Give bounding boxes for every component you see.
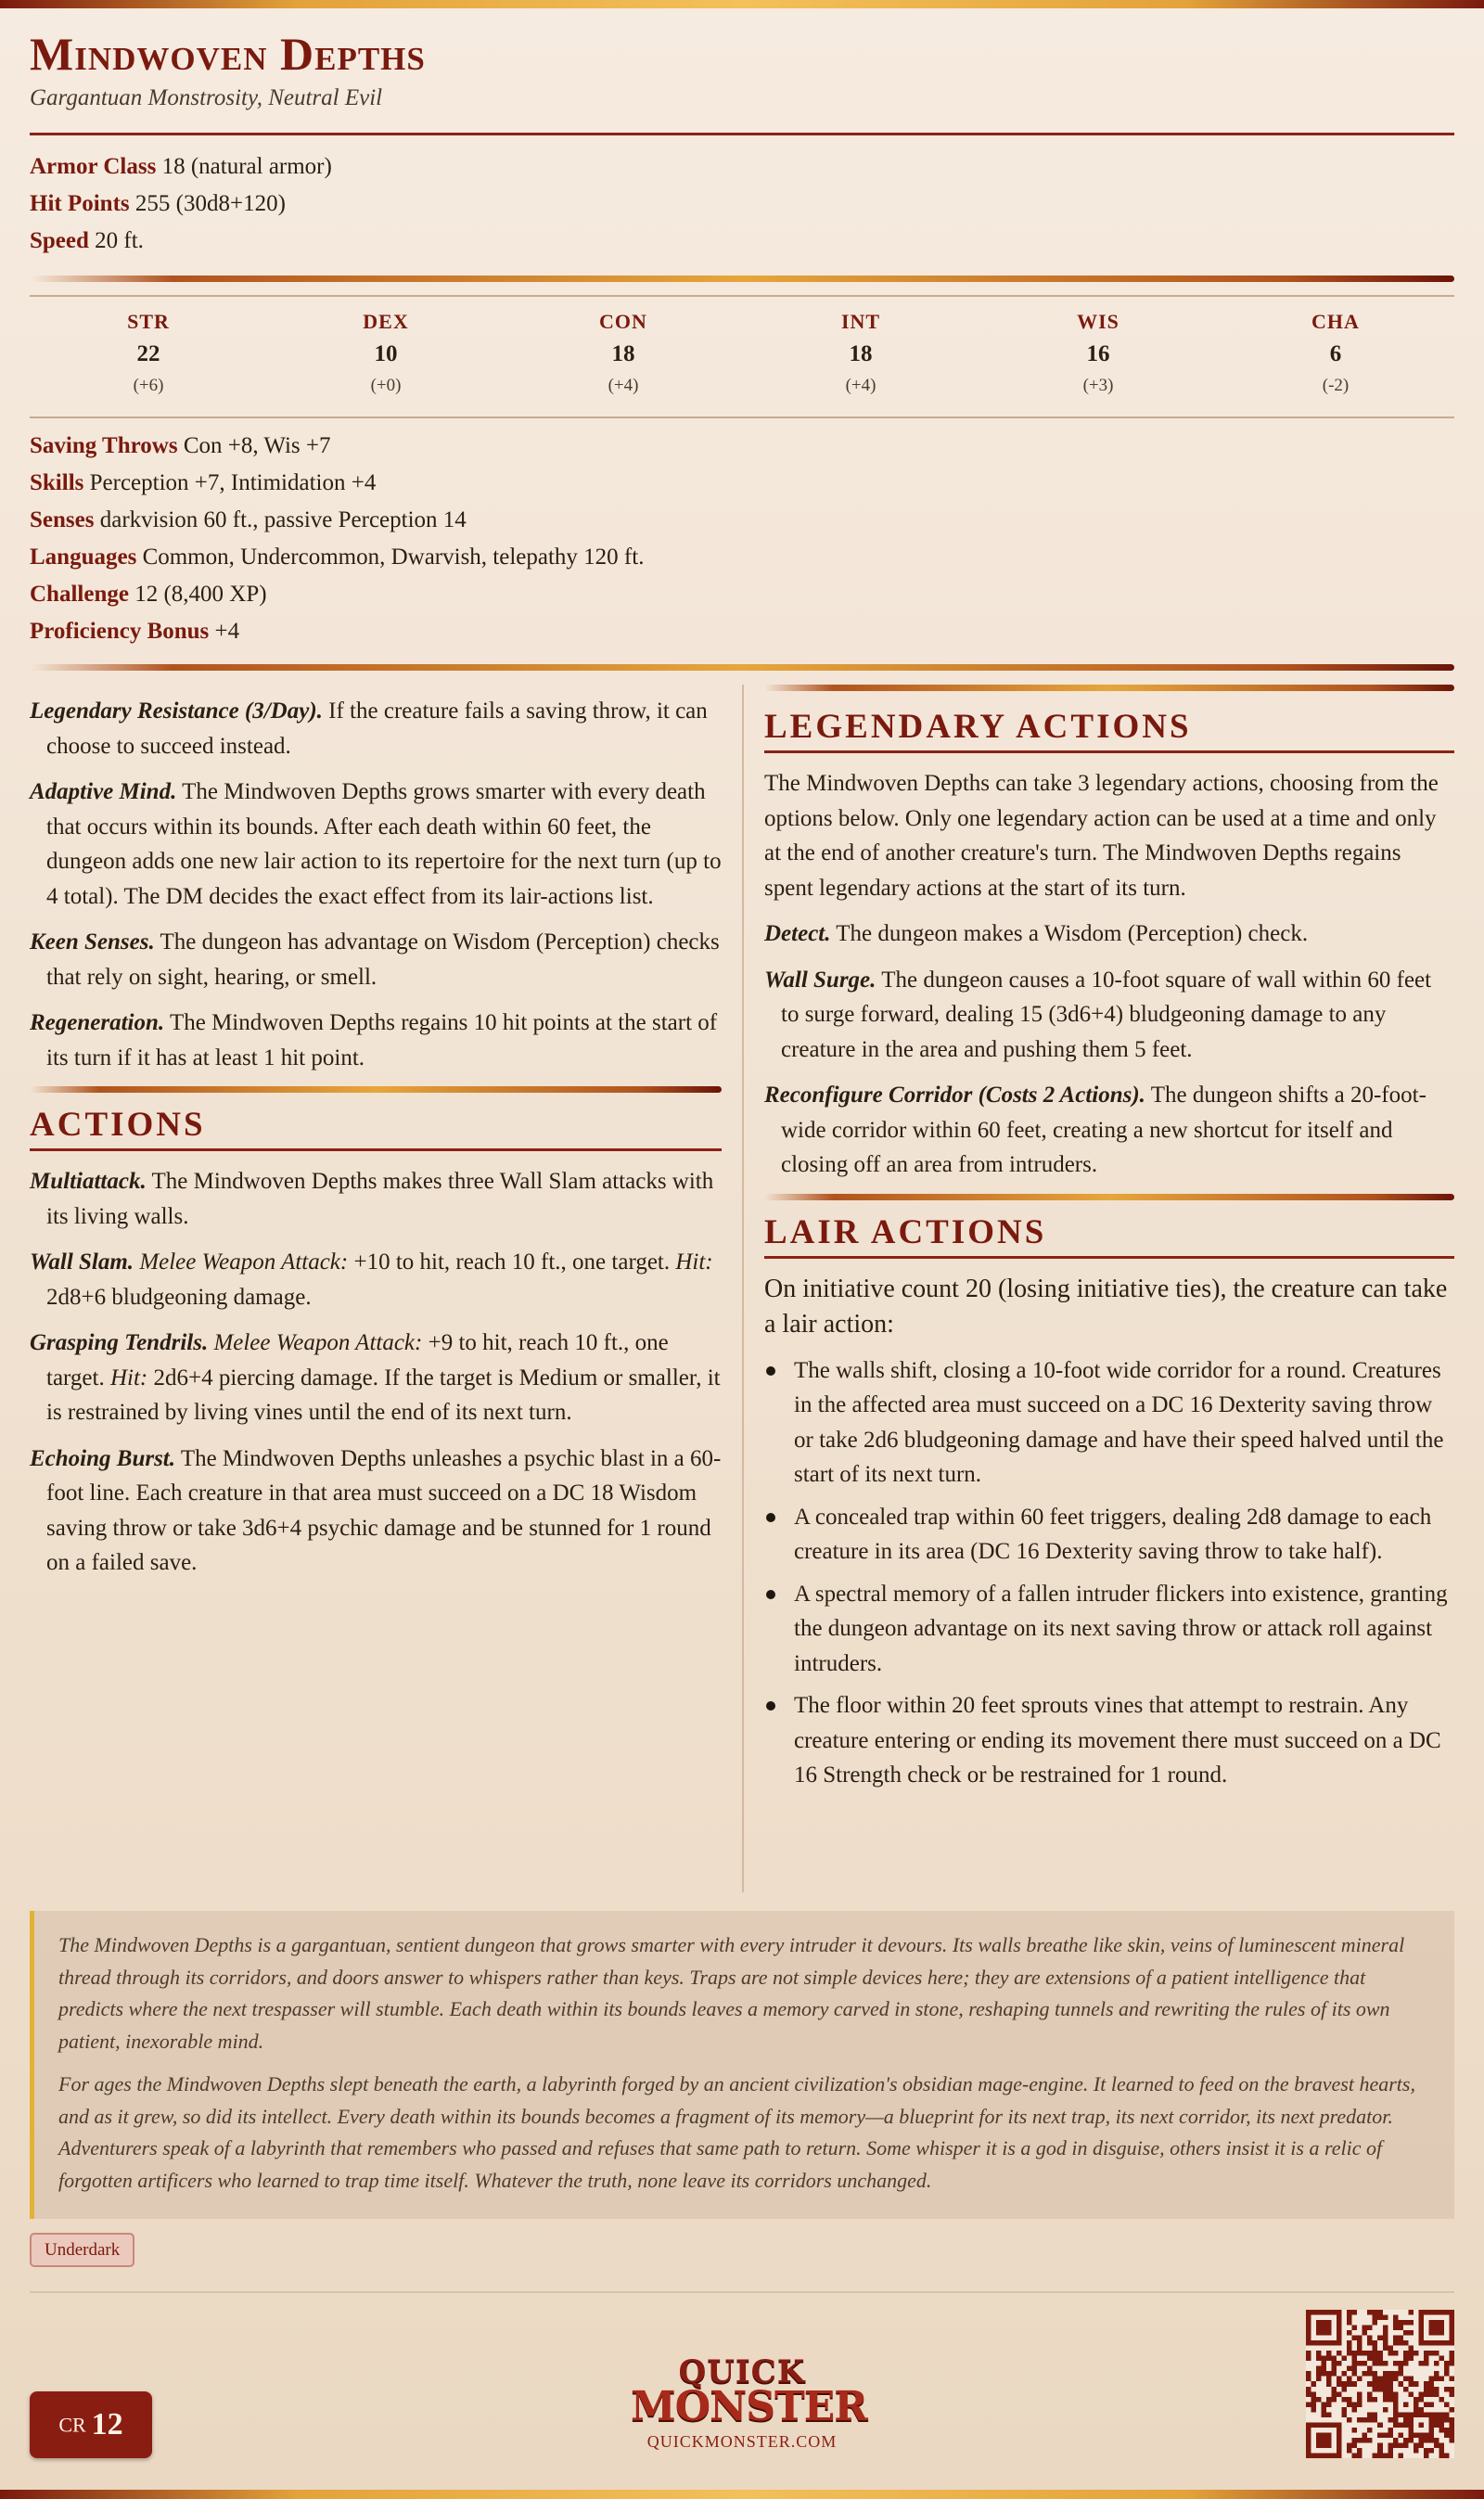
- action-text: The Mindwoven Depths makes three Wall Slam attacks with its living walls.: [46, 1169, 714, 1229]
- speed-line: [30, 223, 144, 260]
- hit-points-value: 255 (30d8+120): [134, 191, 286, 216]
- attack-type: Melee Weapon Attack:: [213, 1330, 423, 1355]
- section-divider: [764, 685, 1454, 691]
- legendary-reconfigure-corridor: [764, 1078, 1454, 1183]
- trait-name: Legendary Resistance (3/Day).: [30, 698, 323, 724]
- logo-line1: QUICK: [678, 2353, 806, 2390]
- action-name: Grasping Tendrils.: [30, 1330, 209, 1355]
- ability-wis: [979, 306, 1217, 401]
- property-value: +4: [214, 619, 240, 644]
- challenge-rating-badge: [30, 2391, 152, 2458]
- trait-keen-senses: [30, 925, 722, 994]
- ability-int: [742, 306, 979, 401]
- column-divider: [742, 685, 744, 1892]
- ability-score: 16: [1086, 341, 1110, 366]
- ability-mod: (+3): [1082, 376, 1114, 395]
- ability-str: [30, 306, 267, 401]
- hit-points-line: [30, 186, 286, 223]
- legendary-text: The dungeon makes a Wisdom (Perception) check.: [830, 921, 1309, 946]
- list-item: A concealed trap within 60 feet triggers, dealing 2d8 damage to each creature in its area (DC 16 Dexterity saving throw to take half).: [764, 1500, 1454, 1570]
- lair-actions-list: [764, 1353, 1454, 1793]
- section-divider: [30, 276, 1454, 282]
- ability-name: STR: [127, 310, 170, 333]
- trait-legendary-resistance: [30, 694, 722, 763]
- cr-value: 12: [91, 2407, 123, 2442]
- quickmonster-logo[interactable]: [631, 2353, 867, 2452]
- trait-text: If the creature fails a saving throw, it can choose to succeed instead.: [46, 698, 708, 759]
- ability-mod: (+4): [608, 376, 639, 395]
- actions-heading: ACTIONS: [30, 1106, 206, 1144]
- trait-adaptive-mind: [30, 775, 722, 914]
- trait-regeneration: [30, 1006, 722, 1075]
- ability-name: DEX: [363, 310, 409, 333]
- environment-tag[interactable]: Underdark: [30, 2233, 134, 2267]
- action-name: Echoing Burst.: [30, 1445, 176, 1471]
- legendary-name: Detect.: [764, 921, 831, 946]
- legendary-name: Wall Surge.: [764, 967, 876, 993]
- lair-intro: On initiative count 20 (losing initiative ties), the creature can take a lair action:: [764, 1274, 1448, 1339]
- action-text: +9 to hit, reach 10 ft., one target.: [46, 1330, 669, 1390]
- ability-score: 22: [136, 341, 160, 366]
- action-grasping-tendrils: [30, 1326, 722, 1430]
- action-wall-slam: [30, 1245, 722, 1314]
- trait-text: The Mindwoven Depths regains 10 hit points at the start of its turn if it has at least 1 hit point.: [46, 1010, 718, 1070]
- footer-rule: [30, 2291, 1454, 2293]
- lore-panel: [30, 1911, 1454, 2219]
- abilities-top-rule: [30, 295, 1454, 297]
- ability-score: 10: [374, 341, 398, 366]
- action-name: Multiattack.: [30, 1169, 147, 1194]
- action-name: Wall Slam.: [30, 1250, 134, 1275]
- right-column: [764, 685, 1454, 1801]
- hit-label: Hit:: [675, 1250, 713, 1275]
- legendary-heading-rule: [764, 750, 1454, 753]
- trait-text: The dungeon has advantage on Wisdom (Perception) checks that rely on sight, hearing, or smell.: [46, 929, 720, 990]
- ability-score: 18: [611, 341, 635, 366]
- legendary-text: The dungeon causes a 10-foot square of wall within 60 feet to surge forward, dealing 15 (3d6+4) bludgeoning damage to any creature in the area and pushing them 5 feet.: [781, 967, 1432, 1062]
- ability-mod: (+4): [845, 376, 876, 395]
- list-item: A spectral memory of a fallen intruder flickers into existence, granting the dungeon advantage on its next saving throw or attack roll against intruders.: [764, 1577, 1454, 1682]
- lore-paragraph: For ages the Mindwoven Depths slept beneath the earth, a labyrinth forged by an ancient civilization's obsidian mage-engine. It learned to feed on the bravest hearts, and as it grew, so did its intellect. Every death within its bounds becomes a fragment of its memory—a blueprint for its next trap, its next corridor, its next predator. Adventurers speak of a labyrinth that remembers who passed and refuses that same path to return. Some whisper it is a god in disguise, others insist it is a relic of forgotten artificers who learned to trap time itself. Whatever the truth, none leave its corridors unchanged.: [58, 2072, 1415, 2192]
- property-label: Senses: [30, 507, 95, 532]
- action-text: 2d6+4 piercing damage. If the target is Medium or smaller, it is restrained by living vines until the end of its next turn.: [46, 1365, 721, 1425]
- legendary-intro: The Mindwoven Depths can take 3 legendary actions, choosing from the options below. Only one legendary action can be used at a time and only at the end of another creature's turn. The Mindwoven Depths regains spent legendary actions at the start of its turn.: [764, 771, 1439, 901]
- header-rule: [30, 133, 1454, 135]
- site-link[interactable]: QUICKMONSTER.COM: [646, 2432, 838, 2451]
- section-divider: [30, 1086, 722, 1093]
- ability-name: CHA: [1311, 310, 1360, 333]
- ability-cha: [1217, 306, 1454, 401]
- property-label: Saving Throws: [30, 433, 178, 458]
- action-text: 2d8+6 bludgeoning damage.: [46, 1284, 312, 1310]
- ability-name: INT: [840, 310, 881, 333]
- languages-line: [30, 539, 644, 576]
- property-label: Languages: [30, 545, 137, 570]
- speed-value: 20 ft.: [95, 228, 144, 253]
- lore-paragraph: The Mindwoven Depths is a gargantuan, sentient dungeon that grows smarter with every intruder it devours. Its walls breathe like skin, veins of luminescent mineral thread through its corridors, and doors answer to whispers rather than keys. Traps are not simple devices here; they are extensions of a patient intelligence that predicts where the next trespasser will stumble. Each death within its bounds leaves a memory carved in stone, reshaping tunnels and rewriting the rules of its own patient, inexorable mind.: [58, 1933, 1405, 2053]
- senses-line: [30, 502, 467, 539]
- action-echoing-burst: [30, 1442, 722, 1581]
- abilities-bottom-rule: [30, 416, 1454, 418]
- property-value: Common, Undercommon, Dwarvish, telepathy 120 ft.: [142, 545, 645, 570]
- armor-class-label: Armor Class: [30, 154, 157, 179]
- lair-actions-heading: LAIR ACTIONS: [764, 1212, 1047, 1251]
- ability-dex: [267, 306, 505, 401]
- qr-code-icon[interactable]: [1306, 2310, 1454, 2458]
- saving-throws-line: [30, 428, 331, 465]
- ability-name: WIS: [1077, 310, 1119, 333]
- skills-line: [30, 465, 376, 502]
- property-value: 12 (8,400 XP): [134, 582, 267, 607]
- monster-meta: Gargantuan Monstrosity, Neutral Evil: [30, 85, 383, 110]
- hit-points-label: Hit Points: [30, 191, 130, 216]
- proficiency-line: [30, 613, 239, 650]
- ability-score: 6: [1329, 341, 1342, 366]
- section-divider: [30, 664, 1454, 671]
- property-label: Skills: [30, 470, 84, 495]
- stat-block: [30, 0, 1454, 2499]
- bottom-accent-bar: [0, 2490, 1484, 2499]
- trait-text: The Mindwoven Depths grows smarter with every death that occurs within its bounds. After each death within 60 feet, the dungeon adds one new lair action to its repertoire for the next turn (up to 4 total). The DM decides the exact effect from its lair-actions list.: [46, 779, 722, 909]
- legendary-actions-heading: LEGENDARY ACTIONS: [764, 708, 1192, 746]
- monster-name: Mindwoven Depths: [30, 28, 426, 80]
- cr-label: CR: [58, 2413, 86, 2437]
- speed-label: Speed: [30, 228, 89, 253]
- action-multiattack: [30, 1164, 722, 1234]
- hit-label: Hit:: [109, 1365, 148, 1390]
- list-item: The floor within 20 feet sprouts vines that attempt to restrain. Any creature entering or ending its movement there must succeed on a DC 16 Strength check or be restrained for 1 round.: [764, 1688, 1454, 1793]
- property-label: Proficiency Bonus: [30, 619, 210, 644]
- list-item: The walls shift, closing a 10-foot wide corridor for a round. Creatures in the affected area must succeed on a DC 16 Dexterity saving throw or take 2d6 bludgeoning damage and have their speed halved until the start of its next turn.: [764, 1353, 1454, 1493]
- ability-mod: (+0): [370, 376, 402, 395]
- attack-type: Melee Weapon Attack:: [139, 1250, 349, 1275]
- trait-name: Regeneration.: [30, 1010, 165, 1035]
- legendary-name: Reconfigure Corridor (Costs 2 Actions).: [764, 1083, 1145, 1108]
- legendary-detect: [764, 916, 1454, 952]
- armor-class-line: [30, 148, 332, 186]
- armor-class-value: 18 (natural armor): [161, 154, 332, 179]
- action-text: The Mindwoven Depths unleashes a psychic blast in a 60-foot line. Each creature in that area must succeed on a DC 18 Wisdom saving throw or take 3d6+4 psychic damage and be stunned for 1 round on a failed save.: [46, 1445, 722, 1575]
- property-value: Perception +7, Intimidation +4: [89, 470, 377, 495]
- left-column: [30, 694, 722, 1592]
- legendary-text: The dungeon shifts a 20-foot-wide corridor within 60 feet, creating a new shortcut for itself and closing off an area from intruders.: [781, 1083, 1426, 1177]
- logo-line2: MONSTER: [631, 2383, 867, 2430]
- ability-mod: (+6): [133, 376, 164, 395]
- ability-mod: (-2): [1322, 376, 1350, 395]
- trait-name: Keen Senses.: [30, 929, 155, 955]
- challenge-line: [30, 576, 267, 613]
- trait-name: Adaptive Mind.: [30, 779, 177, 804]
- ability-con: [505, 306, 742, 401]
- ability-name: CON: [599, 310, 647, 333]
- property-value: darkvision 60 ft., passive Perception 14: [99, 507, 467, 532]
- action-text: +10 to hit, reach 10 ft., one target.: [348, 1250, 676, 1275]
- ability-score: 18: [849, 341, 873, 366]
- legendary-wall-surge: [764, 963, 1454, 1068]
- property-label: Challenge: [30, 582, 129, 607]
- section-divider: [764, 1194, 1454, 1200]
- actions-heading-rule: [30, 1148, 722, 1151]
- lair-heading-rule: [764, 1256, 1454, 1259]
- property-value: Con +8, Wis +7: [183, 433, 331, 458]
